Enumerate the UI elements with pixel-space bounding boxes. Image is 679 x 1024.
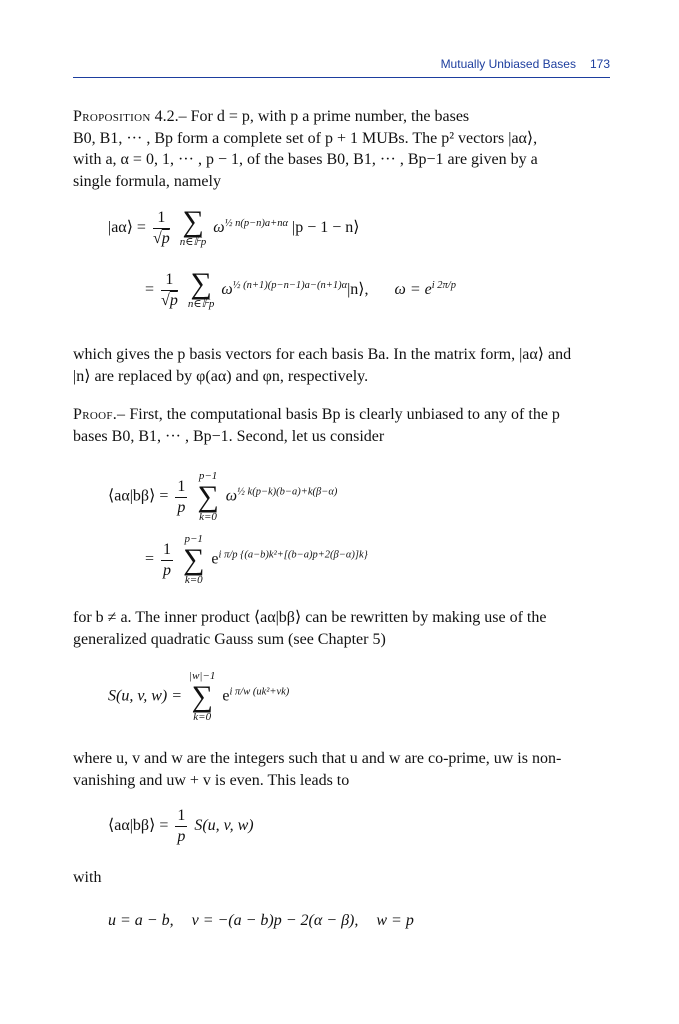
u-definition: u = a − b, bbox=[108, 912, 174, 929]
running-header bbox=[73, 57, 610, 78]
text-line: First, the computational basis Bp is clearly unbiased to any of the p bbox=[129, 406, 560, 423]
exponent: i π/p {(a−b)k²+[(b−a)p+2(β−α)]k} bbox=[218, 549, 368, 561]
equation-inner-product-exponential: = $\frac{1}{p}$ p−1 ∑ k=0 $e^{i \pi/p \{(a-b)k^2+[(b-a)p+2(\beta-\alpha)]k\}}$ bbox=[145, 533, 368, 586]
equation-parameters bbox=[108, 911, 414, 931]
page-number: 173 bbox=[589, 57, 610, 71]
proposition-text-line: single formula, namely bbox=[73, 172, 221, 190]
equation-gauss-sum: S(u, v, w) = |w|−1 ∑ k=0 $e^{i \pi/w (uk^2+vk)}$ bbox=[108, 670, 290, 723]
text-line: bases B0, B1, ··· , Bp−1. Second, let us consider bbox=[73, 427, 385, 445]
text-line: vanishing and uw + v is even. This leads to bbox=[73, 771, 350, 789]
exponent: ½ k(p−k)(b−a)+k(β−α) bbox=[237, 486, 338, 498]
summation: |w|−1 ∑ k=0 bbox=[189, 670, 216, 723]
proposition-label: Proposition bbox=[73, 108, 151, 125]
summation: p−1 ∑ k=0 bbox=[197, 470, 219, 523]
text-line: with bbox=[73, 869, 102, 886]
omega-exponent: i 2π/p bbox=[431, 279, 456, 291]
summation: ∑ n∈𝔽p bbox=[179, 205, 207, 248]
paragraph-conditions bbox=[73, 748, 610, 791]
summation: ∑ n∈𝔽p bbox=[187, 267, 215, 310]
proposition-number: 4.2.– bbox=[154, 108, 187, 125]
text-line: where u, v and w are the integers such that u and w are co-prime, uw is non- bbox=[73, 750, 562, 767]
proof-label: Proof.– bbox=[73, 406, 126, 423]
fraction-one-over-p: $\frac{1}{p}$ bbox=[177, 477, 186, 516]
gauss-function: S(u, v, w) bbox=[194, 817, 254, 835]
fraction-one-over-sqrt-p: $\frac{1}{√p}$ bbox=[161, 271, 178, 309]
exponent: ½ n(p−n)a+nα bbox=[224, 217, 289, 229]
proposition-line-1 bbox=[73, 106, 610, 128]
v-definition: v = −(a − b)p − 2(α − β), bbox=[191, 912, 359, 929]
equation-ket-alternative: = $\frac{1}{√p}$ ∑ n∈𝔽p $\omega^{\frac{1}{2} (n+1)(p-n-1)a-(n+1)\alpha}|n⟩$, $\omega = e^{i 2\pi/p}$ bbox=[145, 267, 456, 310]
proposition-text-line: For d = p, with p a prime number, the bases bbox=[190, 108, 470, 125]
section-title: Mutually Unbiased Bases bbox=[440, 57, 576, 71]
text-line: for b ≠ a. The inner product ⟨aα|bβ⟩ can be rewritten by making use of the bbox=[73, 609, 547, 626]
equation-lhs: ⟨aα|bβ⟩ = bbox=[108, 817, 169, 835]
proposition-text-line: with a, α = 0, 1, ··· , p − 1, of the bases B0, B1, ··· , Bp−1 are given by a bbox=[73, 151, 538, 168]
equation-lhs: S(u, v, w) = bbox=[108, 687, 183, 705]
w-definition: w = p bbox=[376, 912, 414, 929]
paragraph-with bbox=[73, 867, 610, 889]
ket: |n⟩, bbox=[347, 281, 369, 299]
equation-inner-product: ⟨aα|bβ⟩ = $\frac{1}{p}$ p−1 ∑ k=0 $\omega^{\frac{1}{2} k(p-k)(b-a)+k(\beta-\alpha)}$ bbox=[108, 470, 338, 523]
text-line: generalized quadratic Gauss sum (see Chapter 5) bbox=[73, 630, 386, 648]
text-line: which gives the p basis vectors for each basis Ba. In the matrix form, |aα⟩ and bbox=[73, 346, 572, 363]
proposition-text-line: B0, B1, ··· , Bp form a complete set of p + 1 MUBs. The p² vectors |aα⟩, bbox=[73, 129, 538, 147]
proof-paragraph bbox=[73, 404, 610, 447]
exponent: i π/w (uk²+vk) bbox=[229, 686, 290, 698]
proposition-paragraph bbox=[73, 106, 610, 192]
paragraph-gauss-intro bbox=[73, 607, 610, 650]
paragraph-matrix-form bbox=[73, 344, 610, 387]
text-line: |n⟩ are replaced by φ(aα) and φn, respectively. bbox=[73, 367, 369, 385]
fraction-one-over-p: $\frac{1}{p}$ bbox=[163, 540, 172, 579]
fraction-one-over-p: $\frac{1}{p}$ bbox=[177, 807, 186, 845]
equation-lhs: |aα⟩ = bbox=[108, 219, 146, 237]
ket: |p − 1 − n⟩ bbox=[292, 219, 360, 237]
omega-definition: ω = e bbox=[394, 281, 432, 299]
exponent: ½ (n+1)(p−n−1)a−(n+1)α bbox=[232, 279, 348, 291]
summation: p−1 ∑ k=0 bbox=[183, 533, 205, 586]
equation-ket-definition: |aα⟩ = $\frac{1}{√p}$ ∑ n∈𝔽p $\omega^{\frac{1}{2} n(p-n)a+n\alpha}$ |p − 1 − n⟩ bbox=[108, 205, 360, 248]
equation-inner-product-gauss bbox=[108, 806, 254, 847]
fraction-one-over-sqrt-p: $\frac{1}{√p}$ bbox=[152, 209, 170, 247]
equation-lhs: ⟨aα|bβ⟩ = bbox=[108, 487, 169, 505]
